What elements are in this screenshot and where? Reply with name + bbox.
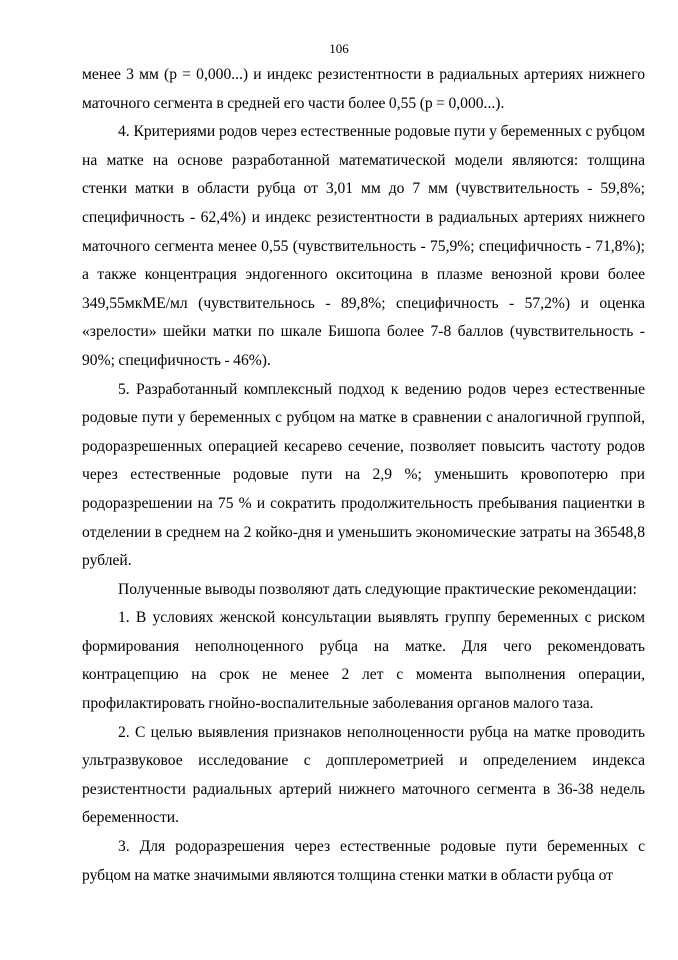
paragraph-continuation: менее 3 мм (р = 0,000...) и индекс резистентности в радиальных артериях нижнего маточного сегмента в средней его части более 0,55 (р = 0,000...). [82, 66, 645, 112]
page-number: 106 [329, 41, 349, 56]
paragraph-conclusion-4: 4. Критериями родов через естественные родовые пути у беременных с рубцом на матке на основе разработанной математической модели являются: толщина стенки матки в области рубца от 3,01 мм до 7 мм (чувствительность - 59,8%; специфичность - 62,4%) и индекс резистентности в радиальных артериях нижнего маточного сегмента менее 0,55 (чувствительность - 75,9%; специфичность - 71,8%); а также концентрация эндогенного окситоцина в плазме венозной крови более 349,55мкМЕ/мл (чувствительнось - 89,8%; специфичность - 57,2%) и оценка «зрелости» шейки матки по шкале Бишопа более 7-8 баллов (чувствительность - 90%; специфичность - 46%). [82, 123, 645, 369]
paragraph-recommendations-intro: Полученные выводы позволяют дать следующие практические рекомендации: [118, 580, 637, 598]
paragraph-recommendation-2: 2. С целью выявления признаков неполноценности рубца на матке проводить ультразвуковое исследование с допплерометрией и определением индекса резистентности радиальных артерий нижнего маточного сегмента в 36-38 недель беременности. [82, 723, 645, 827]
paragraph-recommendation-3: 3. Для родоразрешения через естественные родовые пути беременных с рубцом на матке значимыми являются толщина стенки матки в области рубца от [82, 838, 645, 884]
body-text [82, 61, 645, 890]
paragraph-recommendation-1: 1. В условиях женской консультации выявлять группу беременных с риском формирования неполноценного рубца на матке. Для чего рекомендовать контрацепцию на срок не менее 2 лет с момента выполнения операции, профилактировать гнойно-воспалительные заболевания органов малого таза. [82, 609, 645, 713]
paragraph-conclusion-5: 5. Разработанный комплексный подход к ведению родов через естественные родовые пути у беременных с рубцом на матке в сравнении с аналогичной группой, родоразрешенных операцией кесарево сечение, позволяет повысить частоту родов через естественные родовые пути на 2,9 %; уменьшить кровопотерю при родоразрешении на 75 % и сократить продолжительность пребывания пациентки в отделении в среднем на 2 койко-дня и уменьшить экономические затраты на 36548,8 рублей. [82, 380, 645, 570]
